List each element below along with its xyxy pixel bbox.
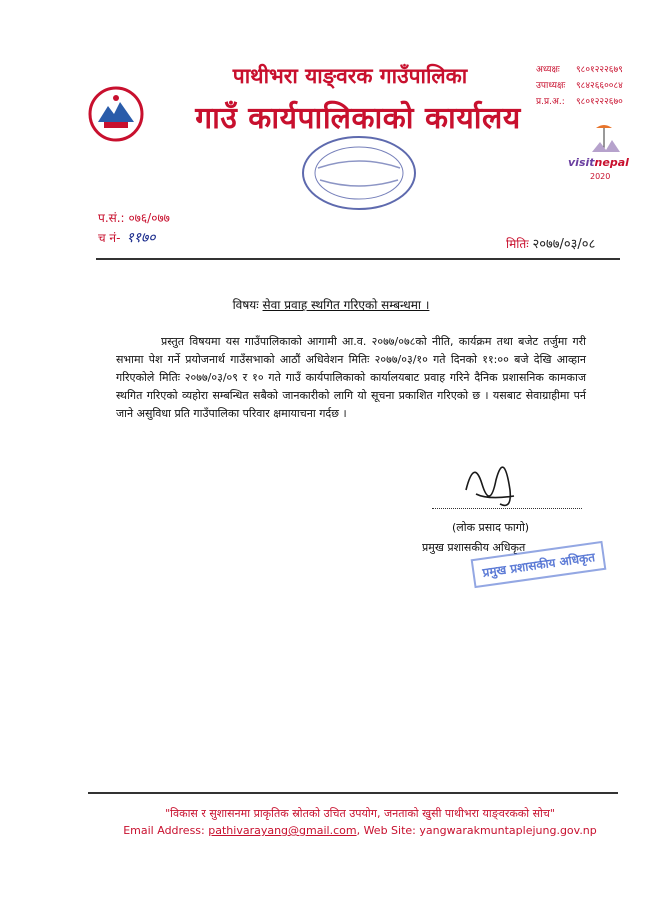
- ref-cn: च नं- ११७०: [98, 230, 156, 246]
- contact-row: अध्यक्षः ९८०१२२२६७९: [536, 65, 623, 75]
- signatory-title: प्रमुख प्रशासकीय अधिकृत: [422, 541, 526, 554]
- date-line: मितिः २०७७/०३/०८: [506, 237, 596, 252]
- municipality-name: पाथीभरा याङ्वरक गाउँपालिका: [232, 64, 468, 88]
- body-paragraph: प्रस्तुत विषयमा यस गाउँपालिकाको आगामी आ.व. २०७७/०७८को नीति, कार्यक्रम तथा बजेट तर्जुमा गरी सभामा पेश गर्ने प्रयोजनार्थ गाउँसभाको आठौं अधिवेशन मितिः २०७७/०३/१० गते दिनको ११:०० बजे देखि आव्हान गरिएकोले मितिः २०७७/०३/०९ र १० गते गाउँ कार्यपालिकाको कार्यालयबाट प्रवाह गरिने दैनिक प्रशासनिक कामकाज स्थगित गरिएको व्यहोरा सम्बन्धित सबैको जानकारीको लागि यो सूचना प्रकाशित गरिएको छ । यसबाट सेवाग्राहीमा पर्न जाने असुविधा प्रति गाउँपालिका परिवार क्षमायाचना गर्दछ ।: [116, 335, 586, 420]
- contact-row: प्र.प्र.अ.: ९८०१२२२६७०: [536, 97, 623, 107]
- ref-ps: प.सं.: ०७६/०७७: [98, 211, 170, 225]
- footer-divider: [88, 792, 618, 794]
- subject-line: विषयः सेवा प्रवाह स्थगित गरिएको सम्बन्धमा ।: [232, 298, 430, 312]
- officer-stamp: प्रमुख प्रशासकीय अधिकृत: [464, 540, 614, 592]
- reference-block: [98, 208, 170, 248]
- footer-contact: Email Address: pathivarayang@gmail.com, Web Site: yangwarakmuntaplejung.gov.np: [123, 824, 597, 837]
- signatory-name: (लोक प्रसाद फागो): [452, 521, 530, 534]
- website-link[interactable]: yangwarakmuntaplejung.gov.np: [419, 824, 597, 837]
- contact-numbers: [536, 62, 623, 110]
- header-divider: [96, 258, 620, 260]
- nepal-emblem-logo: [88, 86, 144, 142]
- footer-motto: "विकास र सुशासनमा प्राकृतिक स्रोतको उचित उपयोग, जनताको खुसी पाथीभरा याङ्वरकको सोच": [165, 807, 555, 820]
- contact-row: उपाध्यक्षः ९८४२६६००८४: [536, 81, 623, 91]
- handwritten-signature: [452, 450, 532, 520]
- office-seal-stamp: [298, 132, 420, 214]
- visit-nepal-logo: visitnepal 2020: [566, 122, 636, 192]
- signature-line: [432, 508, 582, 509]
- email-link[interactable]: pathivarayang@gmail.com: [208, 824, 357, 837]
- office-title: गाउँ कार्यपालिकाको कार्यालय: [195, 101, 521, 136]
